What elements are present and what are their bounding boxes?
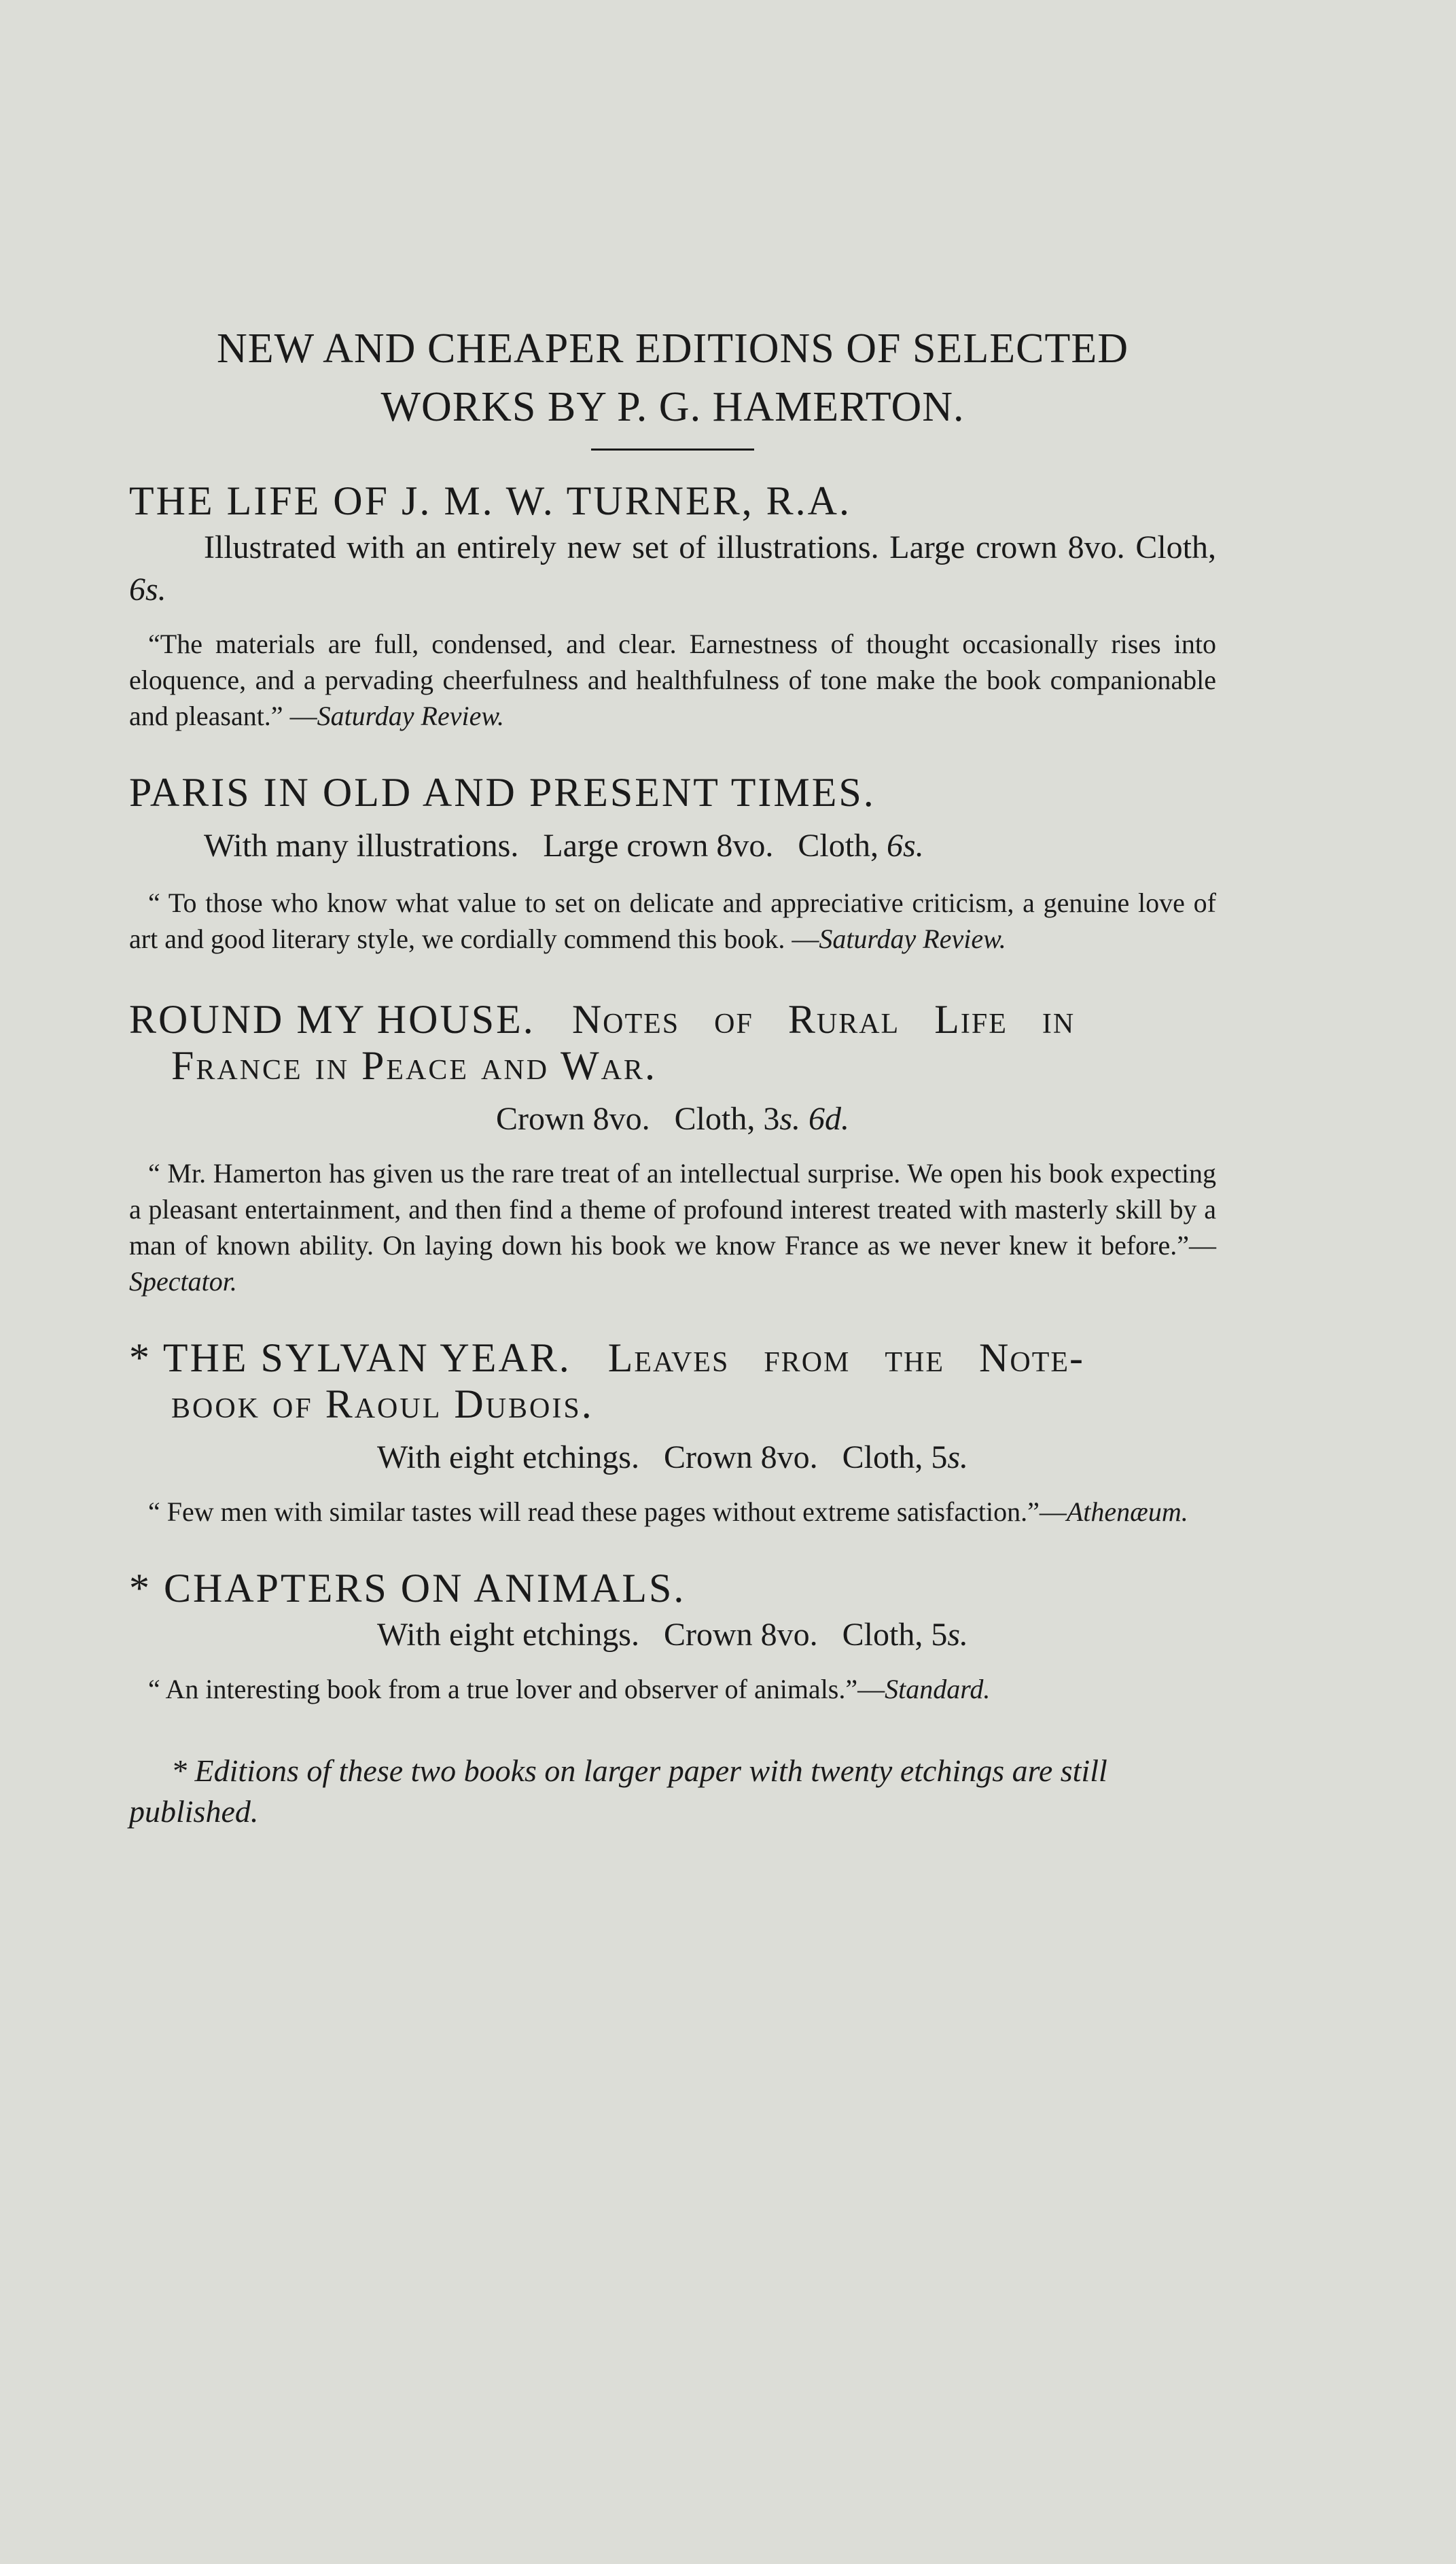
book-review-quote: [129, 626, 1216, 734]
book-detail: [129, 825, 1216, 867]
book-subtitle-line2: book of Raoul Dubois.: [171, 1382, 594, 1426]
book-title: THE LIFE OF J. M. W. TURNER, R.A.: [129, 478, 851, 523]
book-review-quote: [129, 1494, 1216, 1530]
book-title: [129, 996, 1216, 1089]
quote-source: Saturday Review.: [819, 924, 1006, 954]
book-entry-round-my-house: [129, 996, 1216, 1299]
subtitle-word: in: [1042, 997, 1076, 1042]
quote-source: Saturday Review.: [317, 701, 505, 731]
book-price-shillings: s.: [779, 1101, 801, 1137]
page-title-line1: NEW AND CHEAPER EDITIONS OF SELECTED: [217, 326, 1129, 372]
book-title-main: ROUND MY HOUSE.: [129, 997, 535, 1042]
book-price: 6s.: [129, 572, 166, 608]
book-entry-turner: [129, 478, 1216, 734]
book-entry-sylvan-year: [129, 1335, 1216, 1530]
book-entry-paris: [129, 769, 1216, 957]
quote-text: “ To those who know what value to set on delicate and appreciative criticism, a genuine love of art and good literary style, we cordially commend this book. —: [129, 888, 1216, 954]
page-title: [129, 319, 1216, 436]
advertisement-page: [129, 319, 1216, 1832]
book-detail: [129, 1614, 1216, 1656]
book-title: [129, 1335, 1216, 1427]
book-detail-text: With many illustrations. Large crown 8vo. Cloth,: [204, 828, 887, 864]
subtitle-word: of: [714, 997, 753, 1042]
page-title-line2: WORKS BY P. G. HAMERTON.: [380, 384, 965, 430]
book-entry-chapters-on-animals: [129, 1565, 1216, 1707]
book-detail: [129, 1098, 1216, 1140]
subtitle-word: the: [885, 1335, 945, 1380]
book-review-quote: [129, 885, 1216, 957]
subtitle-word: Life: [934, 997, 1008, 1042]
book-price: 6s.: [887, 828, 924, 864]
book-subtitle-line2: France in Peace and War.: [171, 1043, 657, 1088]
subtitle-word: Notes: [571, 997, 680, 1042]
quote-source: Spectator.: [129, 1266, 237, 1297]
book-detail-text: With eight etchings. Crown 8vo. Cloth, 5: [376, 1439, 948, 1475]
title-divider: [591, 449, 754, 451]
book-price: s.: [947, 1439, 969, 1475]
book-title: PARIS IN OLD AND PRESENT TIMES.: [129, 770, 876, 815]
subtitle-word: from: [764, 1335, 851, 1380]
footnote: * Editions of these two books on larger paper with twenty etchings are still published.: [129, 1753, 1107, 1829]
quote-text: “ An interesting book from a true lover and observer of animals.”—: [148, 1674, 885, 1704]
book-title: * CHAPTERS ON ANIMALS.: [129, 1566, 686, 1611]
quote-text: “The materials are full, condensed, and clear. Earnestness of thought occasionally rises into eloquence, and a pervading cheerfulness and healthfulness of tone make the book companionable and pleasant.” —: [129, 629, 1216, 731]
book-subtitle: [608, 1335, 1084, 1380]
book-detail-text: With eight etchings. Crown 8vo. Cloth, 5: [376, 1617, 948, 1653]
quote-text: “ Few men with similar tastes will read these pages without extreme satisfaction.”—: [148, 1496, 1067, 1527]
book-detail: [129, 527, 1216, 611]
quote-text: “ Mr. Hamerton has given us the rare treat of an intellectual surprise. We open his book expecting a pleasant entertainment, and then find a theme of profound interest treated with masterly skill by a man of known ability. On laying down his book we know France as we never knew it before.”—: [129, 1158, 1216, 1261]
book-review-quote: [129, 1155, 1216, 1299]
subtitle-word: Leaves: [607, 1335, 730, 1380]
quote-source: Standard.: [885, 1674, 991, 1704]
book-detail: [129, 1437, 1216, 1479]
book-detail-text: Crown 8vo. Cloth, 3: [495, 1101, 780, 1137]
subtitle-word: Note-: [979, 1335, 1084, 1380]
book-price: s.: [947, 1617, 969, 1653]
subtitle-word: Rural: [787, 997, 900, 1042]
book-title-main: * THE SYLVAN YEAR.: [129, 1335, 571, 1380]
quote-source: Athenæum.: [1066, 1496, 1188, 1527]
book-review-quote: [129, 1671, 1216, 1707]
book-detail-text: Illustrated with an entirely new set of illustrations. Large crown 8vo. Cloth,: [204, 529, 1216, 565]
book-subtitle: [572, 997, 1075, 1042]
book-price-pence: 6d.: [809, 1101, 850, 1137]
